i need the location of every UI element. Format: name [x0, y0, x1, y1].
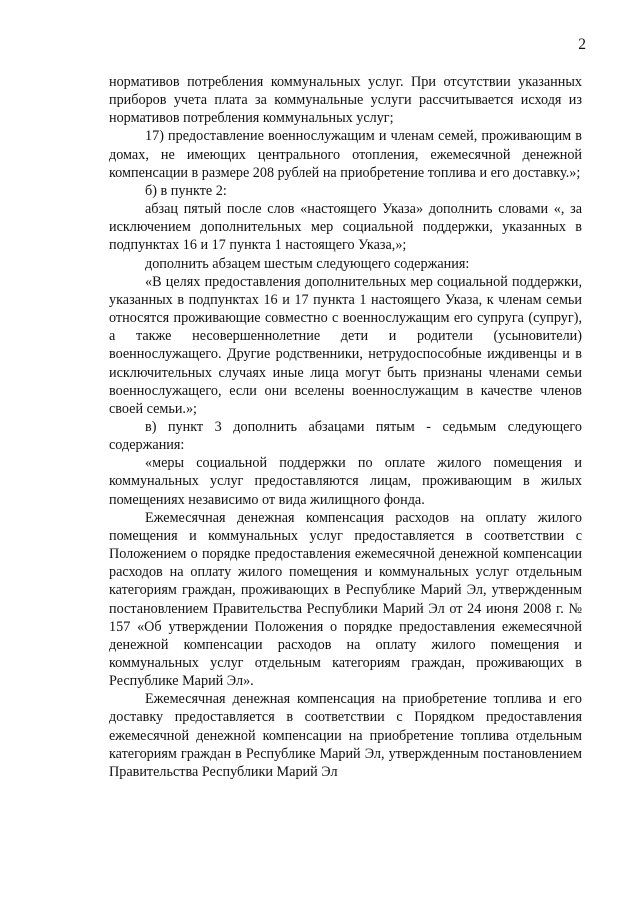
paragraph-subitem-b: б) в пункте 2:	[145, 182, 227, 199]
paragraph-subitem-v: в) пункт 3 дополнить абзацами пятым - седьмым следующего содержания:	[109, 418, 582, 454]
paragraph-item-17: 17) предоставление военнослужащим и членам семей, проживающим в домах, не имеющих центрального отопления, ежемесячной денежной компенсации в размере 208 рублей на приобретение топлива и его доставку.»;	[109, 128, 582, 181]
paragraph-family-members: «В целях предоставления дополнительных мер социальной поддержки, указанных в подпунктах 16 и 17 пункта 1 настоящего Указа, к членам семьи относятся проживающие совместно с военнослужащим его супруга (супруг), а также несовершеннолетние дети и родители (усыновители) военнослужащего. Другие родственники, нетрудоспособные иждивенцы и в исключительных случаях иные лица могут быть признаны членами семьи военнослужащего, если они вселены военнослужащим в качестве членов своей семьи.»;	[109, 273, 582, 417]
paragraph-add-sixth-abzac: дополнить абзацем шестым следующего содержания:	[145, 255, 470, 272]
paragraph-fifth-abzac: абзац пятый после слов «настоящего Указа» дополнить словами «, за исключением дополнительных мер социальной поддержки, указанных в подпунктах 16 и 17 пункта 1 настоящего Указа,»;	[109, 201, 582, 254]
paragraph-housing-compensation: Ежемесячная денежная компенсация расходов на оплату жилого помещения и коммунальных услуг предоставляется в соответствии с Положением о порядке предоставления ежемесячной денежной компенсации расходов на оплату жилого помещения и коммунальных услуг отдельным категориям граждан, проживающих в Республике Марий Эл, утвержденным постановлением Правительства Республики Марий Эл от 24 июня 2008 г. № 157 «Об утверждении Положения о порядке предоставления ежемесячной денежной компенсации расходов на оплату жилого помещения и коммунальных услуг отдельным категориям граждан, проживающих в Республике Марий Эл».	[109, 509, 582, 690]
document-body	[109, 73, 582, 781]
paragraph-fuel-compensation: Ежемесячная денежная компенсация на приобретение топлива и его доставку предоставляется в соответствии с Порядком предоставления ежемесячной денежной компенсации на приобретение топлива отдельным категориям граждан в Республике Марий Эл, утвержденным постановлением Правительства Республики Марий Эл	[109, 691, 582, 780]
paragraph-social-support: «меры социальной поддержки по оплате жилого помещения и коммунальных услуг предоставляются лицам, проживающим в жилых помещениях независимо от вида жилищного фонда.	[109, 455, 582, 508]
page-number: 2	[578, 36, 586, 53]
paragraph-utilities-norms: нормативов потребления коммунальных услуг. При отсутствии указанных приборов учета плата за коммунальные услуги рассчитывается исходя из нормативов потребления коммунальных услуг;	[109, 74, 582, 127]
